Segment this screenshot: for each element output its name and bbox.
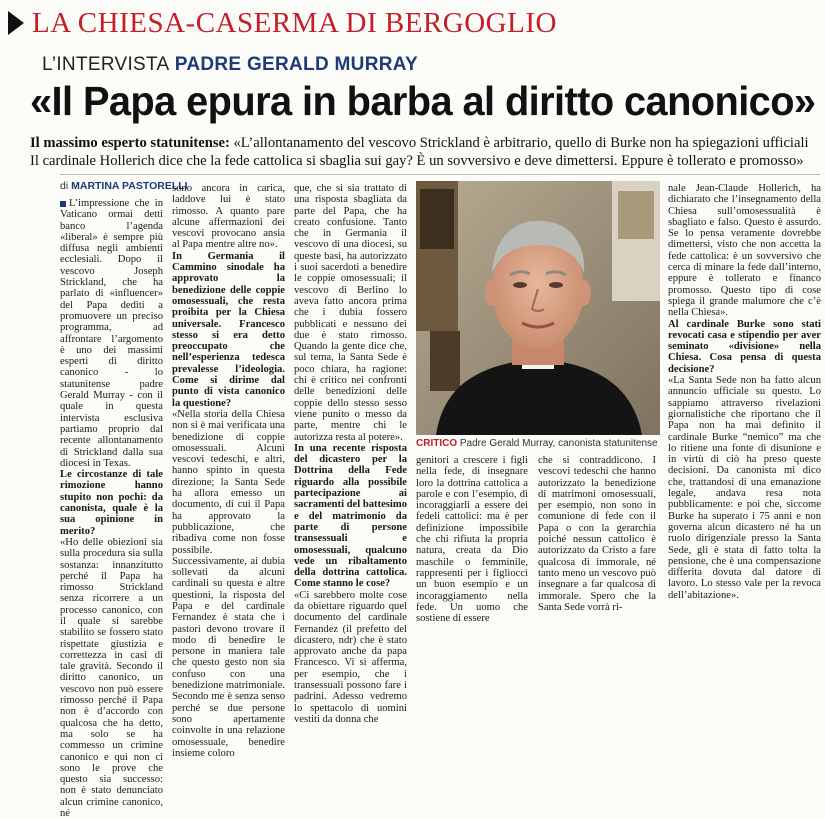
- article-column-1: [60, 198, 163, 819]
- body-paragraph: «La Santa Sede non ha fatto alcun annuncio ufficiale su questo. Lo sappiamo attraverso rivelazioni giornalistiche che riportano che il Papa non ha mai definito il cardinale Burke “nemico” ma che lo ritiene una fonte di disunione e in virtù di ciò ha preso queste decisioni. Da canonista mi dico che, trattandosi di una emanazione legale, andava resa nota pubblicamente: e poi che, siccome Burke ha superato i 75 anni e non governa alcun dicastero né ha un ruolo dirigenziale presso la Santa Sede, gli è stata di fatto tolta la pensione, che è una compensazione differita dovuta dal datore di lavoro. Lo stesso vale per la revoca dell’abitazione».: [668, 375, 821, 601]
- standfirst-line-2: Il cardinale Hollerich dice che la fede cattolica si sbaglia sui gay? È un sovversivo e deve dimettersi. Eppure è tollerato e promosso»: [30, 153, 804, 169]
- standfirst-quote-1: «L’allontanamento del vescovo Strickland è arbitrario, quello di Burke non ha spiegazioni ufficiali: [233, 135, 809, 151]
- caption-label: CRITICO: [416, 438, 458, 449]
- headline: «Il Papa epura in barba al diritto canonico»: [30, 78, 816, 124]
- caption-text: Padre Gerald Murray, canonista statunitense: [459, 438, 658, 449]
- square-bullet-icon: [60, 201, 66, 207]
- byline: [60, 180, 188, 192]
- article-column-5: [538, 455, 656, 613]
- portrait-photo: [416, 181, 660, 435]
- body-paragraph: L’impressione che in Vaticano ormai detti banco l’agenda «liberal» è sempre più diffusa negli ambienti ecclesiali. Dopo il vescovo Joseph Strickland, che ha parlato di «influencer» del Papa dediti a promuovere un preciso programma, ad affrontare l’argomento è uno dei massimi esperti di diritto canonico - lo statunitense padre Gerald Murray - con il quale in questa intervista esclusiva partiamo proprio dal recente allontanamento di Strickland dalla sua diocesi in Texas.: [60, 198, 163, 469]
- byline-prefix: di: [60, 180, 69, 192]
- article-column-6: [668, 183, 821, 601]
- kicker-name: PADRE GERALD MURRAY: [174, 54, 418, 75]
- byline-author: MARTINA PASTORELLI: [71, 180, 188, 192]
- triangle-bullet-icon: [8, 11, 24, 35]
- rubric-title: LA CHIESA-CASERMA DI BERGOGLIO: [32, 6, 557, 39]
- body-paragraph: «Ho delle obiezioni sia sulla procedura sia sulla sostanza: innanzitutto perché il Papa ha rimosso Strickland senza ricorrere a un processo canonico, con il quale si sarebbe stabilito se fossero stato rispettate giustizia e correttezza in casi di tale gravità. Secondo il diritto canonico, un vescovo non può essere rimosso perché il Papa non è d’accordo con qualcosa che ha detto, ma solo se ha commesso un crimine canonico e qui non ci sono le prove che questo sia successo: non è stato denunciato alcun crimine canonico, né: [60, 536, 163, 819]
- interview-question: In Germania il Cammino sinodale ha approvato la benedizione delle coppie omosessuali, che resta proibita per la Chiesa universale. Francesco stesso si era detto preoccupato che nell’esperienza tedesca prevalesse l’ideologia. Come si dirime dal punto di vista canonico la questione?: [172, 250, 285, 409]
- interview-question: Al cardinale Burke sono stati revocati casa e stipendio per aver seminato «divisione» nella Chiesa. Cosa pensa di questa decisione?: [668, 318, 821, 375]
- body-paragraph: genitori a crescere i figli nella fede, di insegnare loro la dottrina cattolica a parole e con l’esempio, di incoraggiarli a essere dei fedeli cattolici: ma è per definizione impossibile che chi rifiuta la propria natura, creata da Dio maschile o femminile, rappresenti per i figlioccì un buon esempio e un incoraggiamento nella fede. Un uomo che sostiene di essere: [416, 455, 528, 625]
- standfirst-lead: Il massimo esperto statunitense:: [30, 135, 230, 151]
- priest-portrait-illustration: [416, 181, 660, 435]
- divider: [60, 174, 820, 175]
- article-column-3: [294, 183, 407, 725]
- article-column-4: [416, 455, 528, 625]
- body-paragraph: que, che si sia trattato di una risposta sbagliata da parte del Papa, che ha creato confusione. Tanto che in Germania il vescovo di una diocesi, su queste basi, ha autorizzato i suoi sacerdoti a benedire le coppie omosessuali; il vescovo di Berlino lo aveva fatto ancora prima che i dubia fossero pubblicati e nessuno dei due è stato rimosso. Quando la gente dice che, sul tema, la Santa Sede è poco chiara, ha ragione: chi è critico nei confronti delle benedizioni delle coppie dello stesso sesso viene punito o messo da parte, mentre chi le autorizza resta al potere».: [294, 183, 407, 443]
- standfirst-line-1: [30, 134, 820, 152]
- article-column-2: [172, 183, 285, 759]
- interview-question: Le circostanze di tale rimozione hanno stupito non pochi: da canonista, quale è la sua opinione in merito?: [60, 469, 163, 537]
- kicker: [42, 54, 418, 76]
- body-paragraph: sono ancora in carica, laddove lui è stato rimosso. A quanto pare alcune affermazioni dei vescovi provocano ansia al Papa mentre altre no».: [172, 183, 285, 251]
- kicker-label: L’INTERVISTA: [42, 54, 170, 75]
- section-rubric: [8, 6, 568, 40]
- body-paragraph: nale Jean-Claude Hollerich, ha dichiarato che l’insegnamento della Chiesa sull’omosessualità è sbagliato e falso. Questo è assurdo. Se lo pensa veramente dovrebbe dimettersi, visto che non accetta la fede cattolica: è un sovversivo che cerca di minare la fede dall’interno, eppure è tollerato e financo promosso. Questo tipo di cose spiega il grande malumore che c’è nella Chiesa».: [668, 183, 821, 319]
- body-paragraph: che si contraddicono. I vescovi tedeschi che hanno autorizzato la benedizione di matrimoni omosessuali, per esempio, non sono in comunione di fede con il Papa o con la gerarchia poiché nessun cattolico è autorizzato da Cristo a fare qualcosa di immorale, né tanto meno un vescovo può insegnare a far qualcosa di immorale. Spero che la Santa Sede vorrà ri-: [538, 455, 656, 613]
- body-paragraph: «Ci sarebbero molte cose da obiettare riguardo quel documento del cardinale Fernandez (il prefetto del dicastero, ndr) che è stato approvato anche da papa Francesco. Vi si afferma, per esempio, che i transessuali possono fare i padrini. Adesso vedremo lo spettacolo di uomini vestiti da donna che: [294, 589, 407, 725]
- body-paragraph: «Nella storia della Chiesa non si è mai verificata una benedizione di coppie omosessuali. Alcuni vescovi tedeschi, e altri, hanno spinto in questa direzione; la Santa Sede ha allora emesso un documento, di cui il Papa ha approvato la pubblicazione, che ribadiva come non fosse possibile. Successivamente, ai dubia sollevati da alcuni cardinali su questa e altre questioni, la risposta del Papa e del cardinale Fernandez è stata che i pastori devono trovare il modo di benedire le persone in maniera tale che questo gesto non sia confuso con una benedizione matrimoniale. Secondo me è senza senso perché se due persone sono apertamente coinvolte in una relazione omosessuale, benedire insieme coloro: [172, 408, 285, 759]
- interview-question: In una recente risposta del dicastero per la Dottrina della Fede riguardo alla possibile partecipazione ai sacramenti del battesimo e del matrimonio da parte di persone transessuali e omosessuali, qualcuno vede un ribaltamento della dottrina cattolica. Come stanno le cose?: [294, 442, 407, 590]
- standfirst: [30, 134, 820, 170]
- photo-caption: [416, 438, 666, 449]
